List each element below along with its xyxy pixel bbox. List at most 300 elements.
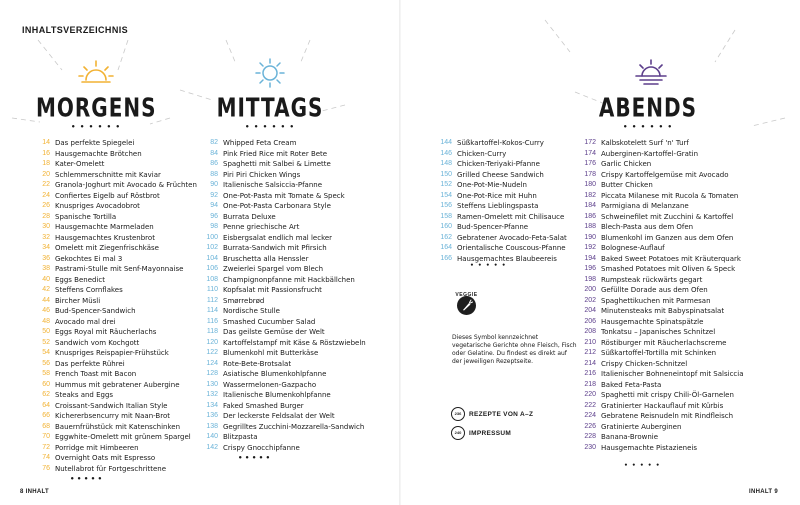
recipe-title: Schlemmerschnitte mit Kaviar <box>55 170 161 179</box>
page-footer-left: 8 INHALT <box>20 489 49 495</box>
recipe-entry[interactable] <box>30 149 197 160</box>
recipe-entry[interactable] <box>30 138 197 149</box>
recipe-entry[interactable] <box>432 191 567 202</box>
recipe-page-number: 116 <box>206 317 218 325</box>
recipe-entry[interactable] <box>576 422 744 433</box>
recipe-entry[interactable] <box>30 170 197 181</box>
recipe-title: Steaks and Eggs <box>55 391 114 399</box>
section-title-morgens: MORGENS <box>36 92 157 124</box>
recipe-entry[interactable] <box>576 306 744 317</box>
recipe-entry[interactable] <box>30 369 197 380</box>
recipe-title: Bruschetta alla Henssler <box>223 254 309 263</box>
recipe-title: Crispy Gnocchipfanne <box>223 443 300 452</box>
recipe-page-number: 102 <box>206 244 218 251</box>
recipe-page-number: 218 <box>584 380 596 388</box>
recipe-title: Chicken-Teriyaki-Pfanne <box>457 160 540 168</box>
recipe-title: Grilled Cheese Sandwich <box>457 170 544 179</box>
recipe-title: Omelett mit Ziegenfrischkäse <box>55 244 159 252</box>
recipe-page-number: 18 <box>42 160 50 167</box>
recipe-page-number: 24 <box>42 191 50 199</box>
recipe-title: Crispy Kartoffelgemüse mit Avocado <box>601 170 729 179</box>
recipe-entry[interactable] <box>198 369 366 380</box>
recipe-title: Eggwhite-Omelett mit grünem Spargel <box>55 433 191 441</box>
recipe-page-number: 184 <box>584 202 596 209</box>
recipe-title: One-Pot-Rice mit Huhn <box>457 191 537 200</box>
recipe-entry[interactable] <box>576 338 744 349</box>
recipe-entry[interactable] <box>30 411 197 422</box>
recipe-page-number: 140 <box>206 433 218 440</box>
recipe-title: Blitzpasta <box>223 433 258 441</box>
recipe-title: One-Pot-Mie-Nudeln <box>457 181 527 189</box>
recipe-page-number: 186 <box>584 212 596 220</box>
recipe-page-number: 34 <box>42 244 50 251</box>
recipe-title: Kopfsalat mit Passionsfrucht <box>223 286 322 294</box>
recipe-page-number: 60 <box>42 380 50 388</box>
page-footer-right: INHALT 9 <box>749 489 778 495</box>
recipe-entry[interactable] <box>198 212 366 223</box>
recipe-title: Kartoffelstampf mit Käse & Röstzwiebeln <box>223 338 366 347</box>
recipe-entry[interactable] <box>576 201 744 212</box>
recipe-page-number: 152 <box>440 181 452 188</box>
recipe-entry[interactable] <box>30 443 197 454</box>
recipe-title: Pink Fried Rice mit Roter Bete <box>223 149 328 158</box>
recipe-page-number: 200 <box>584 286 596 293</box>
recipe-entry[interactable] <box>576 380 744 391</box>
recipe-title: Banana-Brownie <box>601 433 659 441</box>
recipe-title: Parmigiana di Melanzane <box>601 202 689 210</box>
recipe-entry[interactable] <box>432 149 567 160</box>
recipe-entry[interactable] <box>30 285 197 296</box>
recipe-title: Orientalische Couscous-Pfanne <box>457 244 566 252</box>
recipe-title: Asiatische Blumenkohlpfanne <box>223 370 327 378</box>
recipe-entry[interactable] <box>30 338 197 349</box>
recipe-page-number: 160 <box>440 223 452 230</box>
recipe-page-number: 206 <box>584 317 596 325</box>
recipe-entry[interactable] <box>30 359 197 370</box>
recipe-title: Spanische Tortilla <box>55 212 117 221</box>
recipe-list-mittags <box>198 138 366 464</box>
recipe-page-number: 202 <box>584 296 596 304</box>
recipe-title: Blech-Pasta aus dem Ofen <box>601 223 694 231</box>
recipe-entry[interactable] <box>198 233 366 244</box>
recipe-page-number: 76 <box>42 464 50 472</box>
recipe-title: Garlic Chicken <box>601 160 652 168</box>
recipe-title: Pastrami-Stulle mit Senf-Mayonnaise <box>55 265 184 273</box>
recipe-entry[interactable] <box>576 264 744 275</box>
recipe-title: Eisbergsalat endlich mal lecker <box>223 233 333 242</box>
recipe-entry[interactable] <box>198 306 366 317</box>
recipe-page-number: 74 <box>42 454 50 461</box>
recipe-page-number: 132 <box>206 391 218 398</box>
recipe-page-number: 44 <box>42 296 50 304</box>
recipe-page-number: 146 <box>440 149 452 157</box>
recipe-entry[interactable] <box>576 285 744 296</box>
recipe-page-number: 82 <box>210 139 218 146</box>
recipe-page-number: 150 <box>440 170 452 178</box>
recipe-entry[interactable] <box>576 369 744 380</box>
recipe-entry[interactable] <box>198 411 366 422</box>
list-end-dots: • • • • • <box>238 454 271 462</box>
recipe-page-number: 120 <box>206 338 218 346</box>
recipe-entry[interactable] <box>30 180 197 191</box>
recipe-page-number: 128 <box>206 370 218 377</box>
recipe-page-number: 130 <box>206 380 218 388</box>
recipe-title: Hummus mit gebratener Aubergine <box>55 380 180 389</box>
recipe-entry[interactable] <box>198 390 366 401</box>
veggie-badge-text <box>448 287 485 299</box>
recipe-entry[interactable] <box>30 201 197 212</box>
recipe-page-number: 40 <box>42 275 50 283</box>
recipe-page-number: 162 <box>440 233 452 241</box>
recipe-entry[interactable] <box>576 317 744 328</box>
recipe-entry[interactable] <box>198 422 366 433</box>
recipe-page-number: 50 <box>42 328 50 335</box>
recipe-page-number: 216 <box>584 370 596 377</box>
recipe-entry[interactable] <box>30 254 197 265</box>
recipe-title: Italienischer Bohneneintopf mit Salsiccia <box>601 370 744 378</box>
recipe-entry[interactable] <box>432 159 567 170</box>
recipe-page-number: 142 <box>206 443 218 451</box>
recipe-title: Nutellabrot für Fortgeschrittene <box>55 464 167 473</box>
recipe-entry[interactable] <box>198 359 366 370</box>
recipe-title: Kater-Omelett <box>55 160 105 168</box>
section-title-mittags: MITTAGS <box>216 92 324 124</box>
recipe-title: Zweierlei Spargel vom Blech <box>223 265 324 273</box>
recipe-page-number: 20 <box>42 170 50 178</box>
recipe-title: Smashed Cucumber Salad <box>223 317 316 326</box>
recipe-title: Spaghetti mit crispy Chili-Öl-Garnelen <box>601 391 734 399</box>
recipe-page-number: 92 <box>210 191 218 199</box>
recipe-title: Hausgemachte Pistazieneis <box>601 443 698 452</box>
recipe-title: Süßkartoffel-Kokos-Curry <box>457 139 544 147</box>
recipe-entry[interactable] <box>576 170 744 181</box>
recipe-page-number: 166 <box>440 254 452 262</box>
recipe-entry[interactable] <box>30 464 197 475</box>
list-end-dots: • • • • • <box>70 475 103 483</box>
recipe-entry[interactable] <box>198 338 366 349</box>
recipe-page-number: 214 <box>584 359 596 367</box>
recipe-page-number: 104 <box>206 254 218 262</box>
recipe-title: Hausgemachte Marmeladen <box>55 223 154 231</box>
recipe-title: Knuspriges Reispapier-Frühstück <box>55 349 169 357</box>
recipe-entry[interactable] <box>198 243 366 254</box>
recipe-entry[interactable] <box>576 443 744 454</box>
toc-heading: INHALTSVERZEICHNIS <box>22 25 129 35</box>
recipe-entry[interactable] <box>198 149 366 160</box>
recipe-page-number: 72 <box>42 443 50 451</box>
recipe-page-number: 98 <box>210 223 218 230</box>
recipe-page-number: 68 <box>42 422 50 430</box>
recipe-entry[interactable] <box>198 380 366 391</box>
recipe-page-number: 144 <box>440 139 452 146</box>
recipe-page-number: 106 <box>206 265 218 272</box>
recipe-title: Blumenkohl im Ganzen aus dem Ofen <box>601 233 734 242</box>
recipe-entry[interactable] <box>30 432 197 443</box>
recipe-title: Baked Feta-Pasta <box>601 380 662 389</box>
recipe-title: Sandwich vom Kochgott <box>55 338 140 347</box>
recipe-page-number: 110 <box>206 286 218 293</box>
recipe-title: Gratinierte Auberginen <box>601 422 682 431</box>
recipe-entry[interactable] <box>198 191 366 202</box>
recipe-title: Gebratene Reisnudeln mit Rindfleisch <box>601 412 734 420</box>
recipe-title: Butter Chicken <box>601 181 653 189</box>
recipe-page-number: 180 <box>584 181 596 188</box>
recipe-entry[interactable] <box>576 138 744 149</box>
recipe-title: Gegrilltes Zucchini-Mozzarella-Sandwich <box>223 422 365 431</box>
recipe-title: Der leckerste Feldsalat der Welt <box>223 412 335 420</box>
recipe-entry[interactable] <box>198 443 366 454</box>
recipe-page-number: 26 <box>42 202 50 209</box>
recipe-title: Crispy Chicken-Schnitzel <box>601 359 688 368</box>
recipe-title: Spaghettikuchen mit Parmesan <box>601 296 711 305</box>
recipe-entry[interactable] <box>30 191 197 202</box>
recipe-entry[interactable] <box>432 233 567 244</box>
recipe-page-number: 88 <box>210 170 218 178</box>
recipe-entry[interactable] <box>576 212 744 223</box>
recipe-title: One-Pot-Pasta Carbonara Style <box>223 202 331 210</box>
recipe-title: Granola-Joghurt mit Avocado & Früchten <box>55 181 197 189</box>
recipe-entry[interactable] <box>30 453 197 464</box>
recipe-page-number: 208 <box>584 328 596 335</box>
recipe-entry[interactable] <box>576 275 744 286</box>
recipe-page-number: 64 <box>42 401 50 409</box>
recipe-title: Hausgemachte Spinatspätzle <box>601 317 704 326</box>
recipe-title: Hausgemachte Brötchen <box>55 149 142 158</box>
recipe-title: Schweinefilet mit Zucchini & Kartoffel <box>601 212 734 221</box>
recipe-page-number: 136 <box>206 412 218 419</box>
recipe-title: Whipped Feta Cream <box>223 139 297 147</box>
recipe-entry[interactable] <box>198 285 366 296</box>
recipe-page-number: 194 <box>584 254 596 262</box>
recipe-entry[interactable] <box>30 275 197 286</box>
recipe-page-number: 100 <box>206 233 218 241</box>
recipe-entry[interactable] <box>576 411 744 422</box>
recipe-title: Croissant-Sandwich Italian Style <box>55 401 168 410</box>
recipe-title: Piri Piri Chicken Wings <box>223 170 301 179</box>
recipe-title: Rumpsteak rückwärts gegart <box>601 275 703 284</box>
recipe-title: Minutensteaks mit Babyspinatsalat <box>601 307 725 315</box>
recipe-entry[interactable] <box>30 380 197 391</box>
list-end-dots: • • • • • <box>470 262 507 269</box>
recipe-title: French Toast mit Bacon <box>55 370 137 378</box>
recipe-entry[interactable] <box>30 233 197 244</box>
recipe-page-number: 156 <box>440 202 452 209</box>
recipe-page-number: 196 <box>584 265 596 272</box>
recipe-page-number: 28 <box>42 212 50 220</box>
recipe-title: Röstiburger mit Räucherlachscreme <box>601 338 727 347</box>
recipe-entry[interactable] <box>30 296 197 307</box>
recipe-page-number: 204 <box>584 307 596 314</box>
recipe-title: Baked Sweet Potatoes mit Kräuterquark <box>601 254 741 263</box>
recipe-page-number: 14 <box>42 139 50 146</box>
recipe-title: Champignonpfanne mit Hackbällchen <box>223 275 355 284</box>
page-badge-rezepte: 236 <box>451 407 465 421</box>
recipe-title: Süßkartoffel-Tortilla mit Schinken <box>601 349 717 357</box>
recipe-entry[interactable] <box>198 327 366 338</box>
recipe-page-number: 220 <box>584 391 596 398</box>
recipe-page-number: 138 <box>206 422 218 430</box>
recipe-page-number: 42 <box>42 286 50 293</box>
recipe-entry[interactable] <box>198 201 366 212</box>
recipe-title: Steffens Cornflakes <box>55 286 123 294</box>
recipe-page-number: 178 <box>584 170 596 178</box>
recipe-page-number: 114 <box>206 307 218 314</box>
recipe-title: Blumenkohl mit Butterkäse <box>223 349 319 357</box>
recipe-title: Ramen-Omelett mit Chilisauce <box>457 212 565 221</box>
recipe-entry[interactable] <box>198 138 366 149</box>
page-badge-impressum: 240 <box>451 426 465 440</box>
recipe-page-number: 32 <box>42 233 50 241</box>
recipe-page-number: 46 <box>42 307 50 314</box>
recipe-entry[interactable] <box>576 254 744 265</box>
recipe-entry[interactable] <box>30 212 197 223</box>
recipe-title: Kichererbsencurry mit Naan-Brot <box>55 412 170 420</box>
recipe-entry[interactable] <box>30 317 197 328</box>
recipe-title: Piccata Milanese mit Rucola & Tomaten <box>601 191 739 200</box>
recipe-entry[interactable] <box>30 390 197 401</box>
recipe-list-abends <box>576 138 744 453</box>
recipe-title: Overnight Oats mit Espresso <box>55 454 156 462</box>
recipe-entry[interactable] <box>576 222 744 233</box>
recipe-page-number: 56 <box>42 359 50 367</box>
recipe-entry[interactable] <box>432 170 567 181</box>
section-divider-dots: • • • • • • <box>70 123 122 131</box>
recipe-page-number: 222 <box>584 401 596 409</box>
recipe-entry[interactable] <box>30 222 197 233</box>
recipe-entry[interactable] <box>30 348 197 359</box>
recipe-entry[interactable] <box>576 159 744 170</box>
recipe-entry[interactable] <box>576 191 744 202</box>
recipe-entry[interactable] <box>30 401 197 412</box>
svg-text:VEGGIE: VEGGIE <box>455 292 478 298</box>
recipe-page-number: 154 <box>440 191 452 199</box>
recipe-entry[interactable] <box>432 222 567 233</box>
section-divider-dots: • • • • • • <box>622 123 674 131</box>
recipe-title: Gekochtes Ei mal 3 <box>55 254 123 263</box>
recipe-entry[interactable] <box>576 296 744 307</box>
recipe-entry[interactable] <box>432 243 567 254</box>
recipe-page-number: 112 <box>206 296 218 304</box>
recipe-title: Porridge mit Himbeeren <box>55 443 139 452</box>
link-impressum[interactable]: IMPRESSUM <box>469 430 512 437</box>
recipe-title: Rote-Bete-Brotsalat <box>223 359 292 368</box>
recipe-entry[interactable] <box>576 243 744 254</box>
recipe-list-morgens <box>30 138 197 485</box>
section-title-abends: ABENDS <box>598 92 698 124</box>
recipe-page-number: 84 <box>210 149 218 157</box>
recipe-entry[interactable] <box>576 180 744 191</box>
recipe-entry[interactable] <box>30 264 197 275</box>
recipe-page-number: 174 <box>584 149 596 157</box>
recipe-page-number: 164 <box>440 244 452 251</box>
recipe-title: Smashed Potatoes mit Oliven & Speck <box>601 265 736 273</box>
recipe-page-number: 96 <box>210 212 218 220</box>
recipe-title: Italienische Salsiccia-Pfanne <box>223 181 323 189</box>
recipe-entry[interactable] <box>576 390 744 401</box>
recipe-entry[interactable] <box>198 401 366 412</box>
recipe-entry[interactable] <box>198 180 366 191</box>
recipe-page-number: 230 <box>584 443 596 451</box>
recipe-page-number: 118 <box>206 328 218 335</box>
recipe-entry[interactable] <box>198 296 366 307</box>
recipe-entry[interactable] <box>30 327 197 338</box>
recipe-entry[interactable] <box>198 432 366 443</box>
recipe-entry[interactable] <box>30 422 197 433</box>
recipe-page-number: 70 <box>42 433 50 440</box>
veggie-note: Dieses Symbol kennzeichnet vegetarische Gerichte ohne Fleisch, Fisch oder Gelatine. Du findest es direkt auf der jeweiligen Rezeptseite. <box>452 334 577 365</box>
recipe-page-number: 66 <box>42 412 50 419</box>
recipe-entry[interactable] <box>576 401 744 412</box>
recipe-entry[interactable] <box>30 306 197 317</box>
recipe-title: Auberginen-Kartoffel-Gratin <box>601 149 699 158</box>
recipe-page-number: 228 <box>584 433 596 440</box>
recipe-entry[interactable] <box>198 254 366 265</box>
recipe-page-number: 190 <box>584 233 596 241</box>
recipe-entry[interactable] <box>576 149 744 160</box>
recipe-entry[interactable] <box>432 138 567 149</box>
recipe-entry[interactable] <box>198 264 366 275</box>
recipe-entry[interactable] <box>432 180 567 191</box>
recipe-entry[interactable] <box>30 243 197 254</box>
recipe-page-number: 108 <box>206 275 218 283</box>
recipe-entry[interactable] <box>30 159 197 170</box>
recipe-entry[interactable] <box>576 432 744 443</box>
recipe-page-number: 22 <box>42 181 50 188</box>
recipe-entry[interactable] <box>576 348 744 359</box>
recipe-entry[interactable] <box>198 275 366 286</box>
recipe-entry[interactable] <box>576 359 744 370</box>
recipe-title: Bircher Müsli <box>55 296 101 305</box>
recipe-page-number: 16 <box>42 149 50 157</box>
recipe-page-number: 182 <box>584 191 596 199</box>
recipe-title: Burrata-Sandwich mit Pfirsich <box>223 244 327 252</box>
recipe-title: Tonkatsu – Japanisches Schnitzel <box>601 328 716 336</box>
recipe-title: Eggs Royal mit Räucherlachs <box>55 328 157 336</box>
recipe-page-number: 210 <box>584 338 596 346</box>
sun-icon <box>253 58 287 88</box>
recipe-title: Hausgemachtes Blaubeereis <box>457 254 557 263</box>
recipe-page-number: 192 <box>584 244 596 251</box>
recipe-title: Avocado mal drei <box>55 317 116 326</box>
recipe-page-number: 122 <box>206 349 218 356</box>
recipe-entry[interactable] <box>198 348 366 359</box>
recipe-page-number: 94 <box>210 202 218 209</box>
recipe-page-number: 38 <box>42 265 50 272</box>
recipe-page-number: 226 <box>584 422 596 430</box>
recipe-title: Burrata Deluxe <box>223 212 276 221</box>
recipe-entry[interactable] <box>576 327 744 338</box>
link-rezepte-von-a-z[interactable]: REZEPTE VON A–Z <box>469 411 534 418</box>
recipe-title: Das perfekte Spiegelei <box>55 139 135 147</box>
recipe-entry[interactable] <box>576 233 744 244</box>
recipe-entry[interactable] <box>198 317 366 328</box>
section-divider-dots: • • • • • • <box>244 123 296 131</box>
recipe-title: Gefüllte Dorade aus dem Ofen <box>601 286 708 294</box>
recipe-entry[interactable] <box>432 201 567 212</box>
recipe-page-number: 36 <box>42 254 50 262</box>
recipe-title: One-Pot-Pasta mit Tomate & Speck <box>223 191 345 200</box>
recipe-entry[interactable] <box>198 222 366 233</box>
list-end-dots: • • • • • <box>624 462 661 469</box>
recipe-page-number: 48 <box>42 317 50 325</box>
recipe-page-number: 124 <box>206 359 218 367</box>
recipe-title: Faked Smashed Burger <box>223 401 304 410</box>
recipe-page-number: 54 <box>42 349 50 356</box>
recipe-entry[interactable] <box>198 170 366 181</box>
recipe-entry[interactable] <box>432 212 567 223</box>
recipe-entry[interactable] <box>198 159 366 170</box>
recipe-page-number: 86 <box>210 160 218 167</box>
